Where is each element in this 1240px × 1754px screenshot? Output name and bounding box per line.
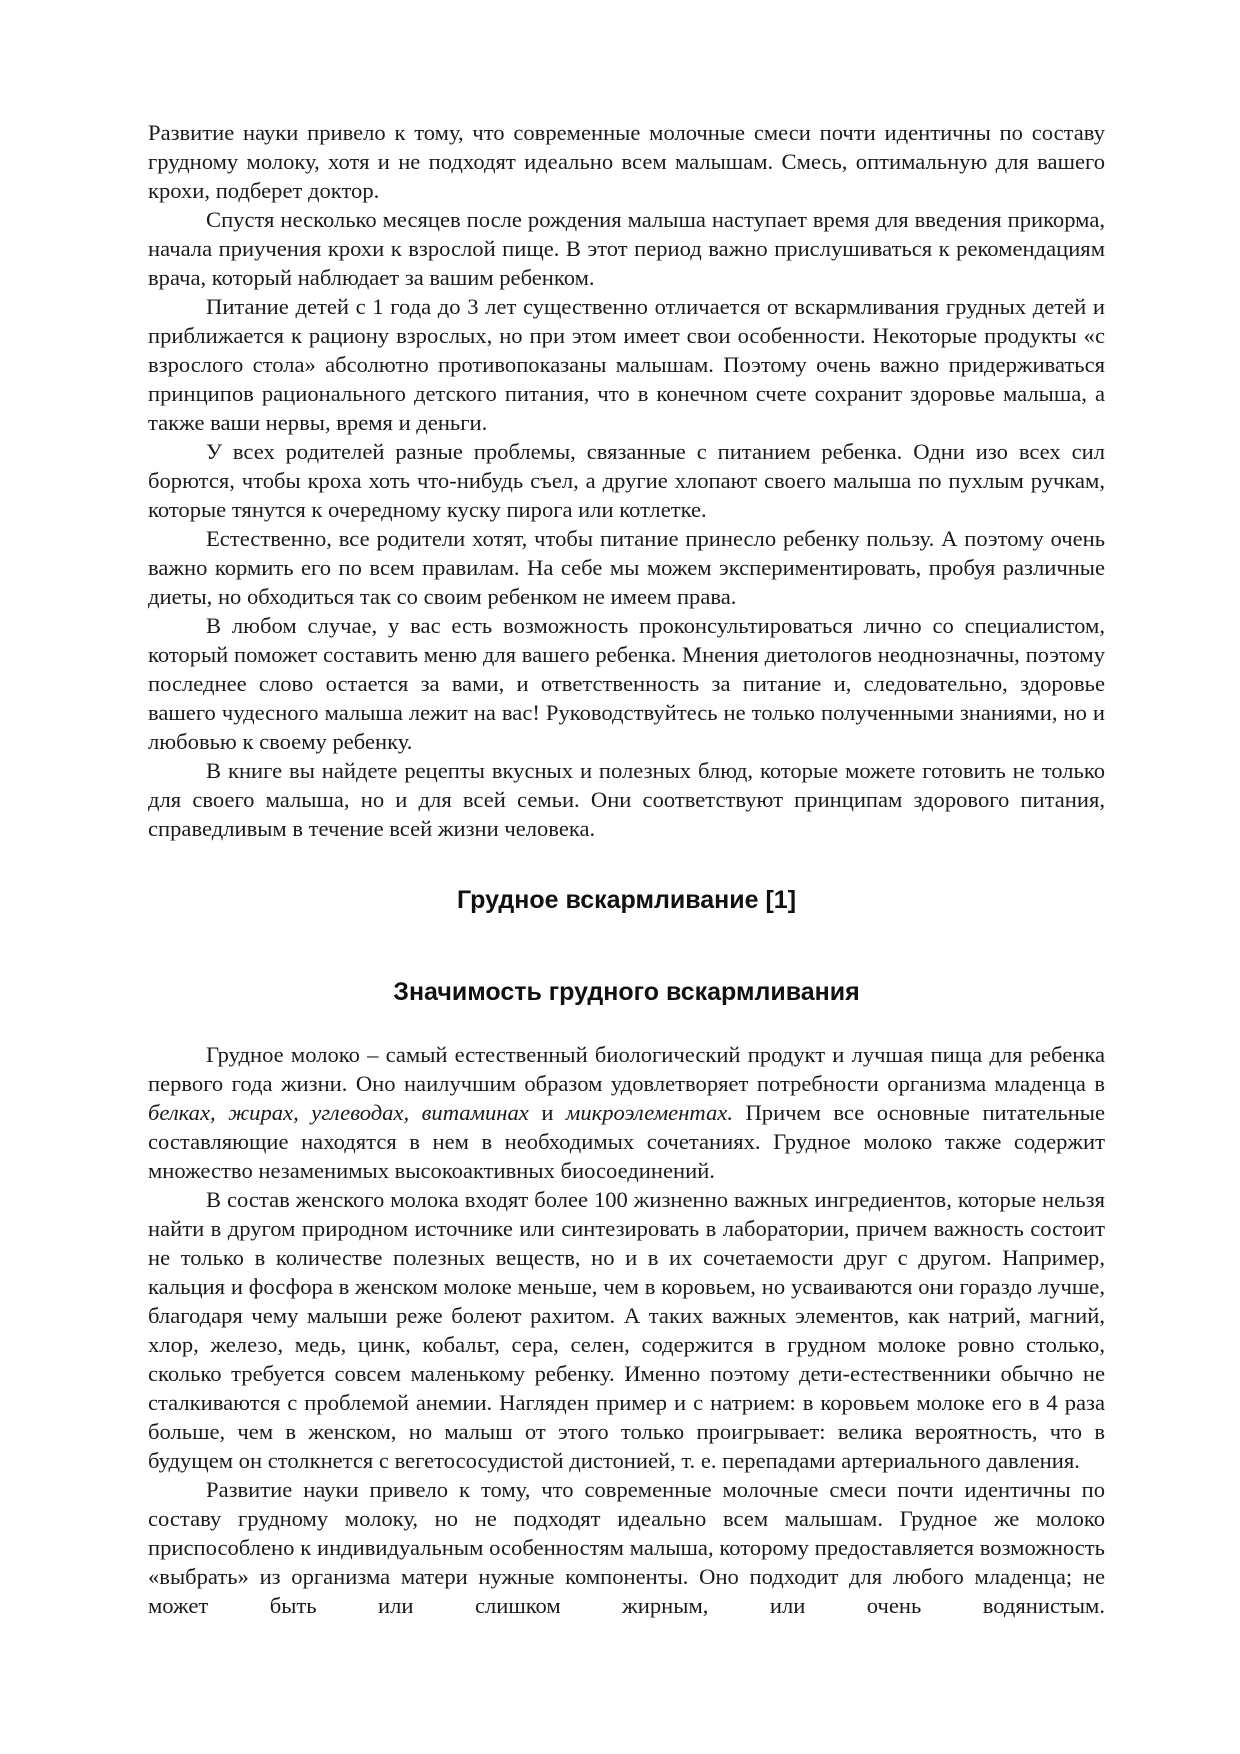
document-page: [148, 118, 1105, 1620]
breast-milk-text-1: Грудное молоко – самый естественный биологический продукт и лучшая пища для ребенка первого года жизни. Оно наилучшим образом удовлетворяет потребности организма младенца в: [148, 1042, 1105, 1096]
paragraph-toddler-nutrition: Питание детей с 1 года до 3 лет существенно отличается от вскармливания грудных детей и приближается к рациону взрослых, но при этом имеет свои особенности. Некоторые продукты «с взрослого стола» абсолютно противопоказаны малышам. Поэтому очень важно придерживаться принципов рационального детского питания, что в конечном счете сохранит здоровье малыша, а также ваши нервы, время и деньги.: [148, 294, 1105, 435]
breast-milk-text-3: Причем все основные питательные составляющие находятся в нем в необходимых сочетаниях. Грудное молоко также содержит множество незаменимых высокоактивных биосоединений.: [148, 1100, 1105, 1183]
paragraph-complementary-feeding: Спустя несколько месяцев после рождения малыша наступает время для введения прикорма, начала приучения крохи к взрослой пище. В этот период важно прислушиваться к рекомендациям врача, который наблюдает за вашим ребенком.: [148, 207, 1105, 290]
breast-milk-text-2: и: [528, 1100, 566, 1125]
paragraph-breast-milk: [148, 1040, 1105, 1185]
heading-breastfeeding: Грудное вскармливание [1]: [456, 886, 797, 914]
paragraph-consult-specialist: В любом случае, у вас есть возможность проконсультироваться лично со специалистом, который поможет составить меню для вашего ребенка. Мнения диетологов неоднозначны, поэтому последнее слово остается за вами, и ответственность за питание и, следовательно, здоровье вашего чудесного малыша лежит на вас! Руководствуйтесь не только полученными знаниями, но и любовью к своему ребенку.: [148, 613, 1105, 754]
paragraph-formula-intro: Развитие науки привело к тому, что современные молочные смеси почти идентичны по составу грудному молоку, хотя и не подходят идеально всем малышам. Смесь, оптимальную для вашего крохи, подберет доктор.: [148, 120, 1105, 203]
paragraph-science-formula: Развитие науки привело к тому, что современные молочные смеси почти идентичны по составу грудному молоку, но не подходят идеально всем малышам. Грудное же молоко приспособлено к индивидуальным особенностям малыша, которому предоставляется возможность «выбрать» из организма матери нужные компоненты. Оно подходит для любого младенца; не может быть или слишком жирным, или очень водянистым.: [148, 1477, 1105, 1618]
microelements-italic: микроэлементах.: [565, 1100, 733, 1125]
nutrients-italic: белках, жирах, углеводах, витаминах: [148, 1100, 529, 1125]
paragraph-parent-problems: У всех родителей разные проблемы, связанные с питанием ребенка. Одни изо всех сил борются, чтобы кроха хоть что-нибудь съел, а другие хлопают своего малыша по пухлым ручкам, которые тянутся к очередному куску пирога или котлетке.: [148, 439, 1105, 522]
heading-importance: Значимость грудного вскармливания: [393, 978, 860, 1006]
paragraph-milk-composition: В состав женского молока входят более 100 жизненно важных ингредиентов, которые нельзя найти в другом природном источнике или синтезировать в лаборатории, причем важность состоит не только в количестве полезных веществ, но и в их сочетаемости друг с другом. Например, кальция и фосфора в женском молоке меньше, чем в коровьем, но усваиваются они гораздо лучше, благодаря чему малыши реже болеют рахитом. А таких важных элементов, как натрий, магний, хлор, железо, медь, цинк, кобальт, сера, селен, содержится в грудном молоке ровно столько, сколько требуется совсем маленькому ребенку. Именно поэтому дети-естественники обычно не сталкиваются с проблемой анемии. Нагляден пример и с натрием: в коровьем молоке его в 4 раза больше, чем в женском, но малыш от этого только проигрывает: велика вероятность, что в будущем он столкнется с вегетососудистой дистонией, т. е. перепадами артериального давления.: [148, 1187, 1105, 1473]
paragraph-feeding-rules: Естественно, все родители хотят, чтобы питание принесло ребенку пользу. А поэтому очень важно кормить его по всем правилам. На себе мы можем экспериментировать, пробуя различные диеты, но обходиться так со своим ребенком не имеем права.: [148, 526, 1105, 609]
paragraph-recipes: В книге вы найдете рецепты вкусных и полезных блюд, которые можете готовить не только для своего малыша, но и для всей семьи. Они соответствуют принципам здорового питания, справедливым в течение всей жизни человека.: [148, 758, 1105, 841]
